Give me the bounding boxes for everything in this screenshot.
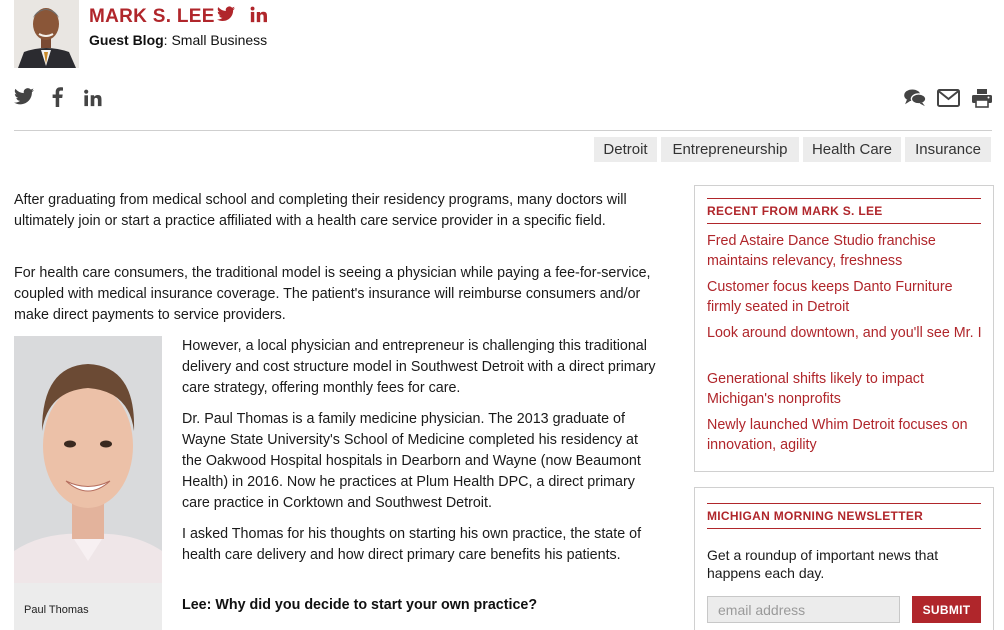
article-paragraph: However, a local physician and entrepreneur is challenging this traditional delivery and cost structure model in Southwest Detroit with a direct primary care strategy, offering monthly fees for care. (182, 338, 656, 396)
email-input[interactable] (707, 596, 900, 623)
author-linkedin-icon[interactable] (250, 6, 267, 28)
header-divider (14, 130, 992, 131)
recent-posts-box (694, 185, 994, 472)
newsletter-description: Get a roundup of important news that happens each day. (707, 547, 939, 581)
author-photo (14, 0, 79, 68)
submit-button[interactable]: SUBMIT (912, 596, 981, 623)
recent-heading: RECENT FROM MARK S. LEE (707, 198, 981, 224)
newsletter-box (694, 487, 994, 630)
author-name[interactable]: MARK S. LEE (89, 6, 215, 27)
share-twitter-icon[interactable] (14, 88, 34, 110)
photo-figure (14, 336, 162, 630)
share-facebook-icon[interactable] (52, 87, 63, 112)
share-linkedin-icon[interactable] (83, 89, 102, 112)
newsletter-heading: MICHIGAN MORNING NEWSLETTER (707, 503, 981, 529)
recent-link[interactable]: Look around downtown, and you'll see Mr. I (707, 325, 982, 341)
interview-question: Lee: Why did you decide to start your own practice? (182, 597, 538, 613)
author-twitter-icon[interactable] (217, 6, 235, 27)
role-value[interactable]: Small Business (171, 32, 268, 48)
print-icon[interactable] (972, 88, 992, 113)
author-role (89, 32, 267, 48)
recent-link[interactable]: Generational shifts likely to impact Michigan's nonprofits (707, 371, 924, 407)
role-separator: : (163, 32, 172, 48)
recent-link[interactable]: Customer focus keeps Danto Furniture firmly seated in Detroit (707, 279, 953, 315)
paul-thomas-photo (14, 336, 162, 583)
tag-insurance[interactable]: Insurance (905, 137, 991, 162)
article-paragraph: Dr. Paul Thomas is a family medicine physician. The 2013 graduate of Wayne State University's School of Medicine completed his residency at the Oakwood Hospital hospitals in Dearborn and Wayne (now Beaumont Health) in 2016. Now he practices at Plum Health DPC, a direct primary care practice in Corktown and Southwest Detroit. (182, 411, 641, 511)
article-paragraph: I asked Thomas for his thoughts on starting his own practice, the state of health care delivery and how direct primary care benefits his patients. (182, 526, 642, 563)
article-paragraph: After graduating from medical school and completing their residency programs, many doctors will ultimately join or start a practice affiliated with a health care service provider in a specific field. (14, 192, 627, 229)
tag-entrepreneurship[interactable]: Entrepreneurship (661, 137, 799, 162)
tag-health-care[interactable]: Health Care (803, 137, 901, 162)
email-share-icon[interactable] (937, 89, 960, 112)
photo-caption: Paul Thomas (24, 604, 89, 616)
comments-icon[interactable] (904, 89, 926, 112)
article-paragraph: For health care consumers, the traditional model is seeing a physician while paying a fee-for-service, coupled with medical insurance coverage. The patient's insurance will reimburse consumers and/or make direct payments to service providers. (14, 265, 651, 323)
recent-link[interactable]: Fred Astaire Dance Studio franchise maintains relevancy, freshness (707, 233, 936, 269)
tag-detroit[interactable]: Detroit (594, 137, 657, 162)
role-label: Guest Blog (89, 32, 164, 48)
recent-link[interactable]: Newly launched Whim Detroit focuses on innovation, agility (707, 417, 968, 453)
